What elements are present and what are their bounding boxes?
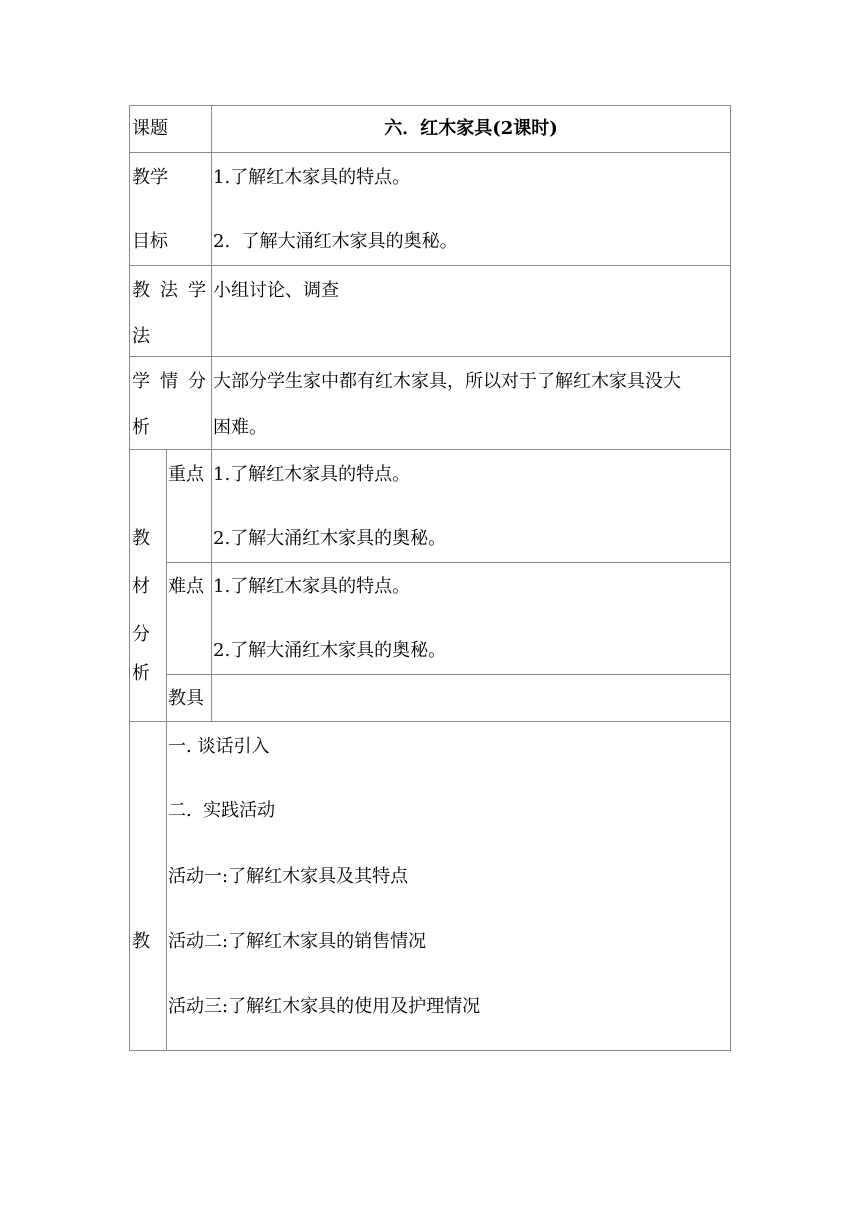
table-border [129,356,731,357]
difficult-point-1: 1.了解红木家具的特点。 [213,576,411,597]
process-item: 活动一:了解红木家具及其特点 [168,866,409,887]
material-label-char: 教 [132,528,150,549]
material-label-char: 分 [132,624,150,645]
analysis-value-1: 大部分学生家中都有红木家具，所以对于了解红木家具没大 [213,371,681,392]
table-border [129,721,731,722]
table-border [166,674,731,675]
material-label-char: 析 [132,663,150,684]
table-border [129,449,731,450]
goals-item-2: 2. 了解大涌红木家具的奥秘。 [213,231,458,252]
method-label-2: 法 [132,326,150,347]
process-item: 活动三:了解红木家具的使用及护理情况 [168,996,481,1017]
table-border [129,265,731,266]
table-border [166,562,731,563]
material-label-char: 材 [132,576,150,597]
process-label: 教 [132,931,150,952]
key-points-label: 重点 [168,464,204,485]
goals-item-1: 1.了解红木家具的特点。 [213,167,411,188]
key-point-1: 1.了解红木家具的特点。 [213,464,411,485]
analysis-value-2: 困难。 [213,417,267,438]
goals-label-2: 目标 [132,231,168,252]
topic-label: 课题 [132,118,168,139]
method-label-1: 教法学 [132,280,216,301]
table-border [730,105,731,1051]
method-value: 小组讨论、调查 [213,280,339,301]
teaching-tools-label: 教具 [168,688,204,709]
table-border [129,152,731,153]
goals-label-1: 教学 [132,167,168,188]
process-item: 活动二:了解红木家具的销售情况 [168,931,427,952]
key-point-2: 2.了解大涌红木家具的奥秘。 [213,528,447,549]
table-border [129,105,731,106]
table-border [129,1050,731,1051]
process-item: 二. 实践活动 [168,800,276,821]
table-border [211,449,212,721]
difficult-point-2: 2.了解大涌红木家具的奥秘。 [213,640,447,661]
analysis-label-1: 学情分 [132,371,216,392]
table-border [129,105,130,1051]
table-border [166,449,167,1051]
table-border [211,105,212,450]
analysis-label-2: 析 [132,417,150,438]
difficult-points-label: 难点 [168,576,204,597]
topic-value: 六．红木家具(2课时) [384,118,558,139]
process-item: 一. 谈话引入 [168,736,270,757]
